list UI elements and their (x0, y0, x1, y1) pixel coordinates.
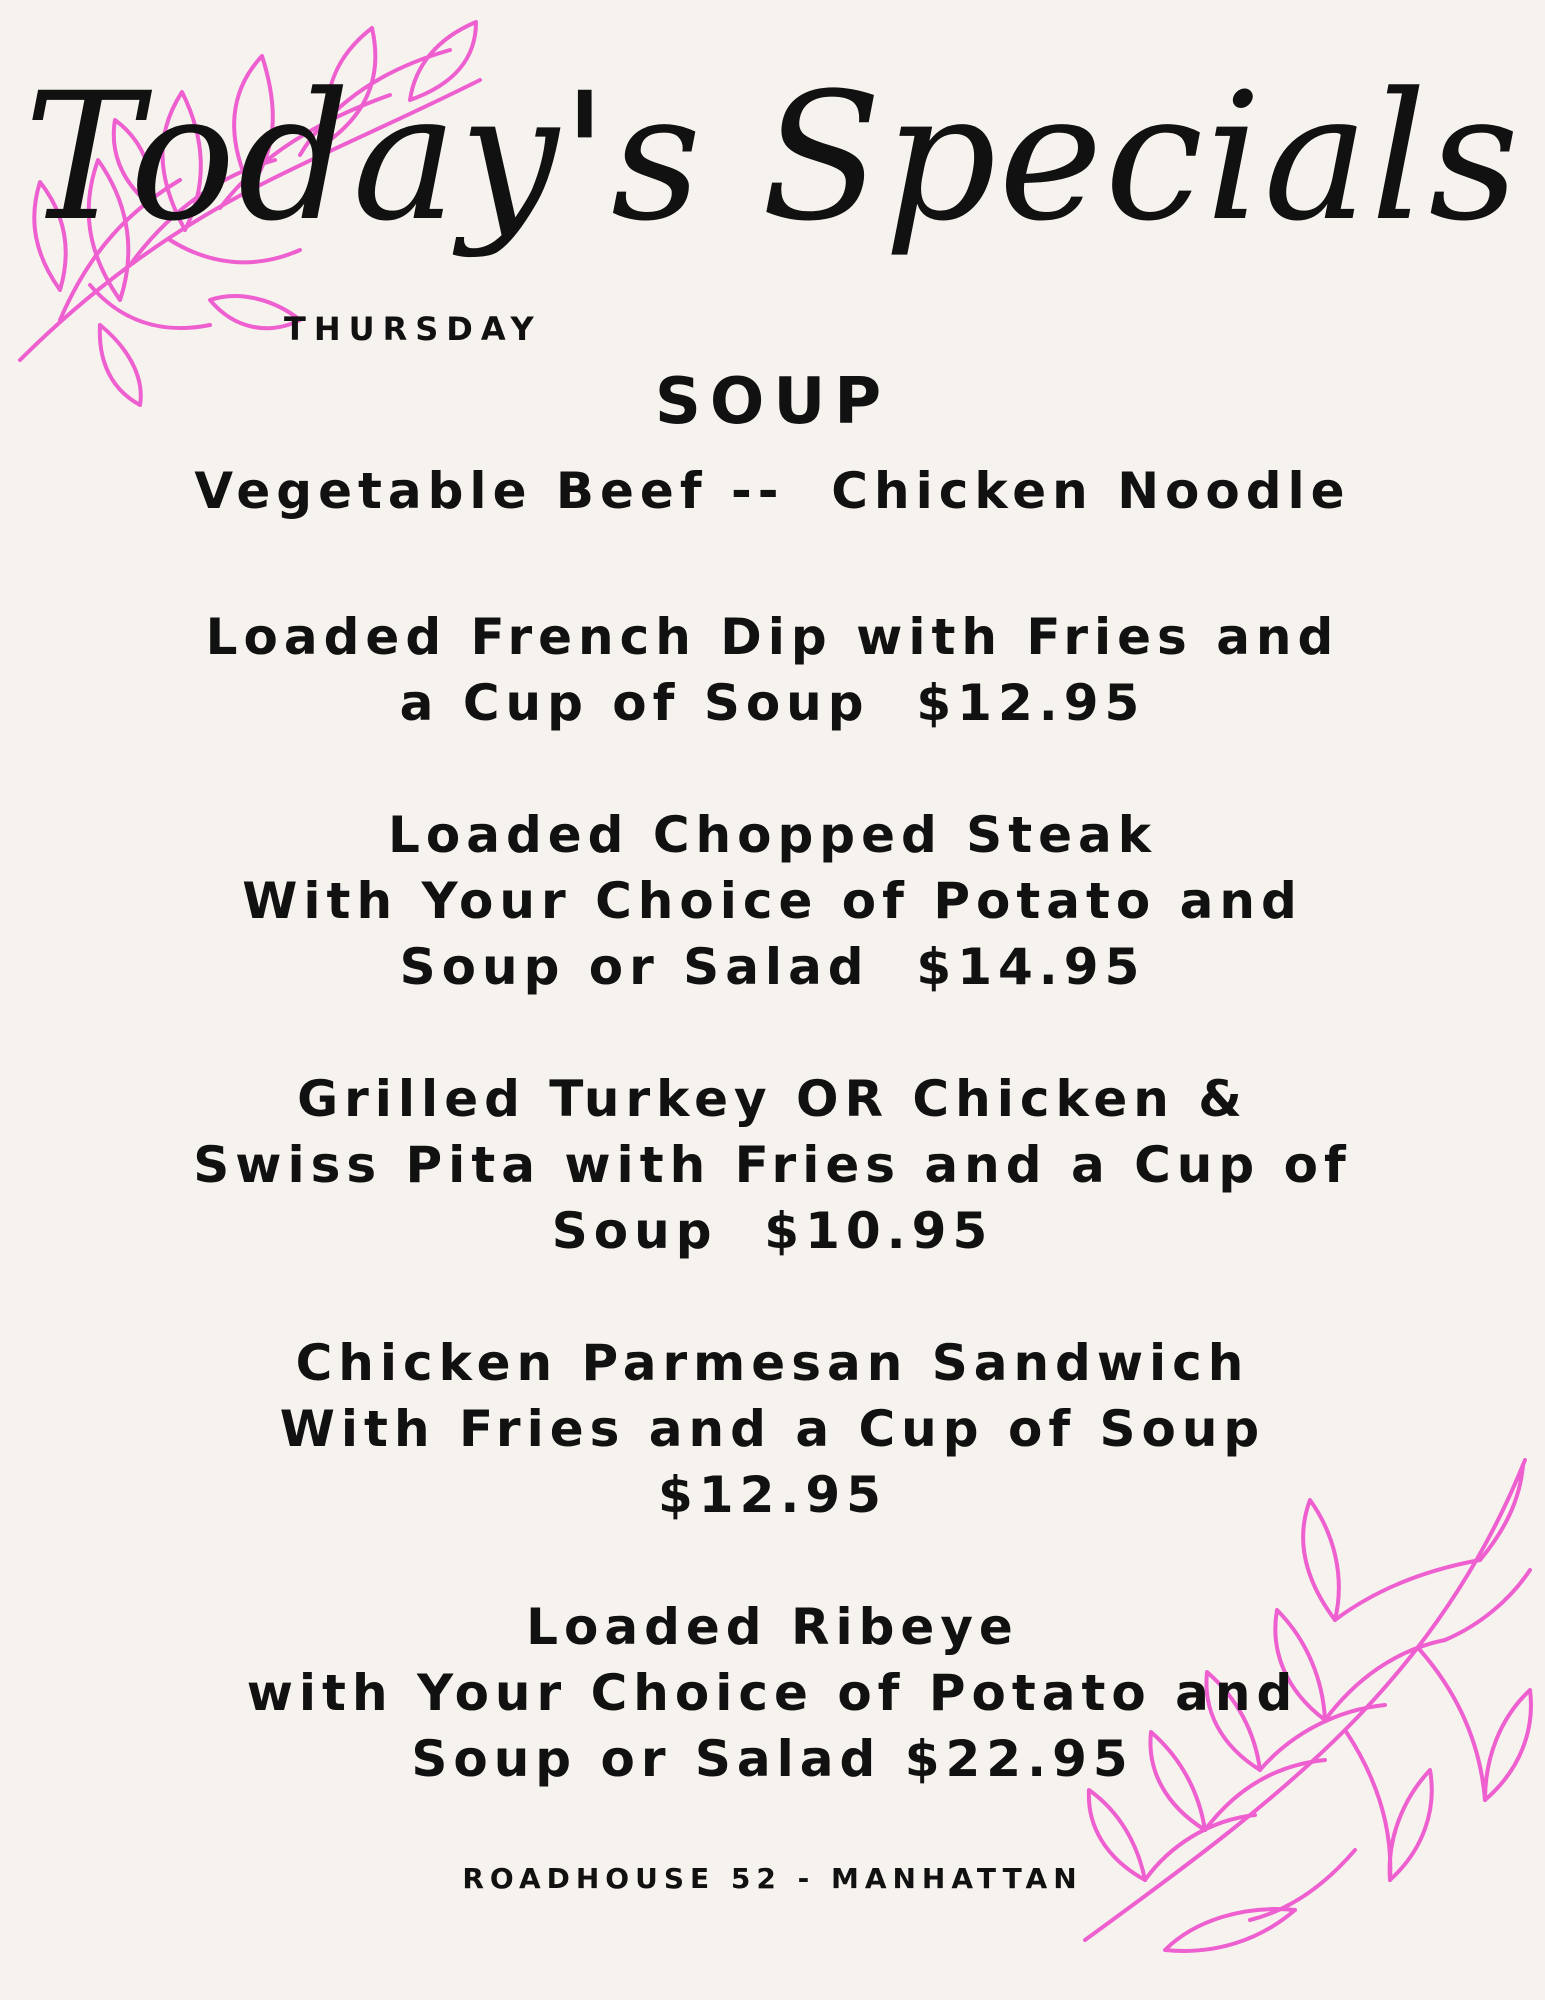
special-item (0, 1066, 1545, 1264)
special-line: with Your Choice of Potato and (246, 1664, 1299, 1722)
special-line: Grilled Turkey OR Chicken & (297, 1070, 1248, 1128)
special-line: Soup or Salad $22.95 (411, 1730, 1134, 1788)
special-line: With Your Choice of Potato and (242, 872, 1303, 930)
special-line: Soup $10.95 (551, 1202, 994, 1260)
special-line: Chicken Parmesan Sandwich (295, 1334, 1250, 1392)
special-item (0, 604, 1545, 736)
soup-heading: SOUP (654, 365, 891, 439)
special-line: a Cup of Soup $12.95 (399, 674, 1146, 732)
special-line: With Fries and a Cup of Soup (279, 1400, 1266, 1458)
special-line: Swiss Pita with Fries and a Cup of (193, 1136, 1352, 1194)
special-item (0, 802, 1545, 1000)
restaurant-footer: ROADHOUSE 52 - MANHATTAN (462, 1862, 1083, 1895)
special-line: $12.95 (658, 1466, 887, 1524)
special-item (0, 1594, 1545, 1792)
page-title: Today's Specials (23, 55, 1522, 260)
special-item (0, 1330, 1545, 1528)
special-line: Loaded French Dip with Fries and (205, 608, 1340, 666)
soup-options: Vegetable Beef -- Chicken Noodle (194, 462, 1351, 520)
special-line: Soup or Salad $14.95 (399, 938, 1146, 996)
special-line: Loaded Chopped Steak (388, 806, 1157, 864)
special-line: Loaded Ribeye (526, 1598, 1019, 1656)
day-label: THURSDAY (284, 310, 542, 348)
specials-list (0, 604, 1545, 1858)
